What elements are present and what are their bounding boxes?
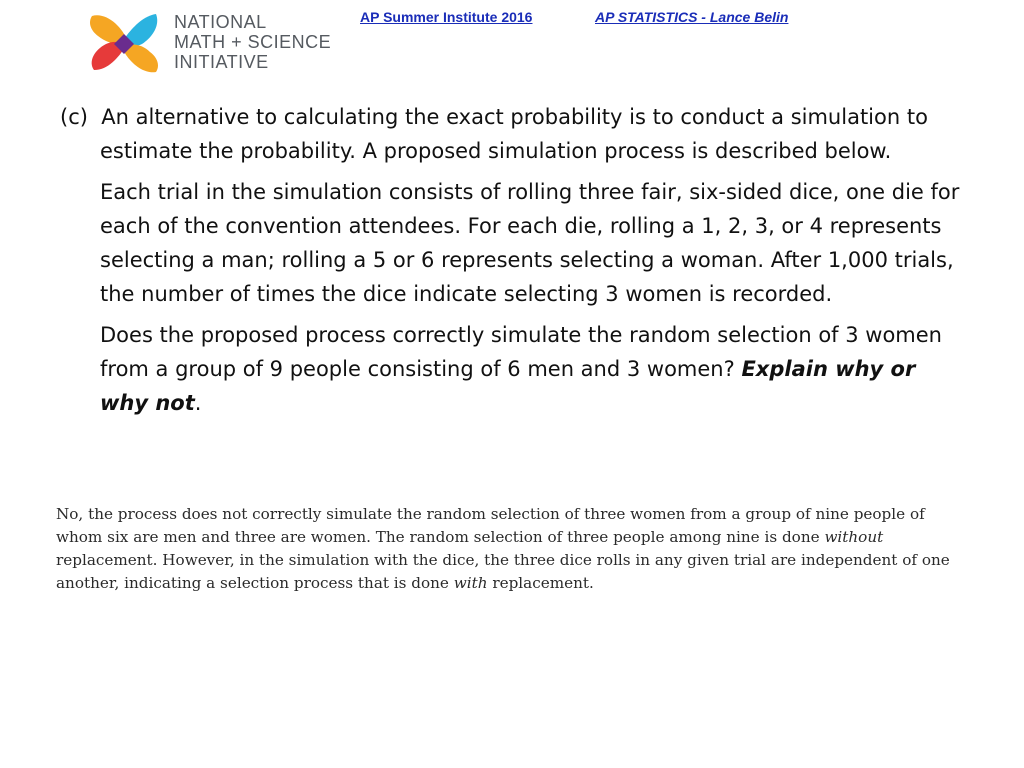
answer-emphasis-without: without xyxy=(824,528,884,546)
answer-emphasis-with: with xyxy=(453,574,488,592)
question-block xyxy=(60,100,960,420)
answer-part2: replacement. However, in the simulation with the dice, the three dice rolls in any given trial are independent of one another, indicating a selection process that is done xyxy=(56,551,950,592)
answer-part3: replacement. xyxy=(487,574,594,592)
question-intro xyxy=(60,100,960,168)
question-intro-text: An alternative to calculating the exact probability is to conduct a simulation to estimate the probability. A proposed simulation process is described below. xyxy=(100,105,928,163)
answer-part1: No, the process does not correctly simulate the random selection of three women from a group of nine people of whom six are men and three are women. The random selection of three people among nine is done xyxy=(56,505,925,546)
ap-statistics-link[interactable]: AP STATISTICS - Lance Belin xyxy=(595,9,789,25)
org-name-line2: MATH + SCIENCE xyxy=(174,32,332,52)
question-instruction-end: . xyxy=(194,391,202,415)
org-name-line1: NATIONAL xyxy=(174,12,267,32)
simulation-description: Each trial in the simulation consists of rolling three fair, six-sided dice, one die for each of the convention attendees. For each die, rolling a 1, 2, 3, or 4 represents selecting a man; rolling a 5 or 6 represents selecting a woman. After 1,000 trials, the number of times the dice indicate selecting 3 women is recorded. xyxy=(100,180,960,306)
answer-text xyxy=(56,503,966,595)
question-prompt-text: Does the proposed process correctly simulate the random selection of 3 women from a group of 9 people consisting of 6 men and 3 women? xyxy=(100,323,942,381)
question-instruction: Explain why or why not xyxy=(100,357,916,415)
org-name xyxy=(174,12,331,72)
org-name-line3: INITIATIVE xyxy=(174,52,269,72)
question-prompt xyxy=(60,318,960,420)
nms-logo-icon xyxy=(84,8,164,78)
question-part-label: (c) xyxy=(60,105,88,129)
ap-summer-institute-link[interactable]: AP Summer Institute 2016 xyxy=(360,9,533,25)
